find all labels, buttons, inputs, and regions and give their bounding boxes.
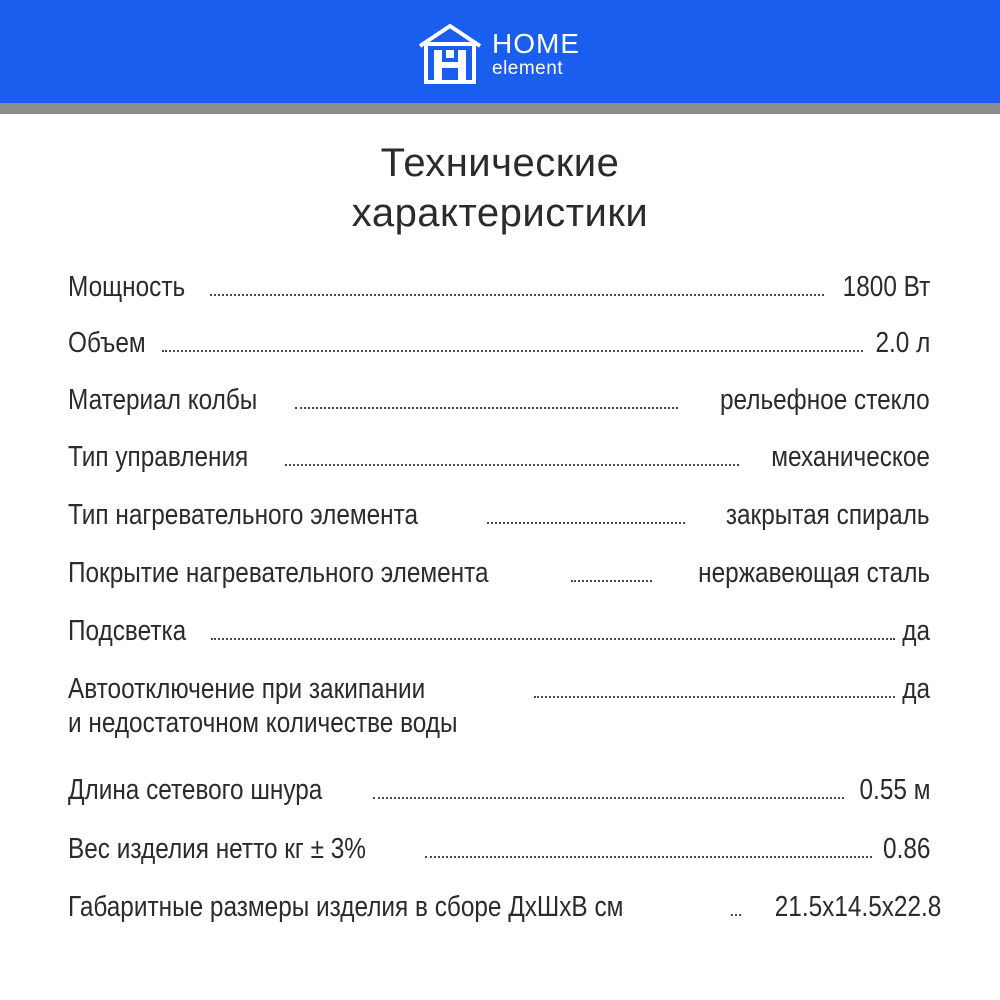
spec-value: да [902,615,930,647]
spec-value: нержавеющая сталь [698,557,930,589]
header-bar [0,0,1000,103]
spec-row-cord-length [68,773,930,807]
spec-label: Тип управления [68,441,249,473]
spec-label: Подсветка [68,615,187,647]
spec-row-dimensions [68,890,942,924]
spec-value: 2.0 л [875,327,930,359]
header-stripe [0,103,1000,114]
spec-value: да [902,673,930,705]
spec-value: закрытая спираль [726,499,930,531]
spec-value: 0.86 [882,833,930,865]
spec-value: механическое [771,441,930,473]
title-line2: характеристики [351,191,649,235]
dot-leader [487,522,686,524]
dot-leader [211,638,895,640]
brand-name [492,30,580,78]
spec-label: Вес изделия нетто кг ± 3% [68,833,366,865]
spec-label: Материал колбы [68,384,258,416]
spec-row-power [68,270,930,304]
dot-leader [210,294,824,296]
dot-leader [373,797,844,799]
brand-element: element [492,58,564,79]
dot-leader [285,464,739,466]
spec-row-element-coating [68,556,930,590]
dot-leader [534,696,895,698]
spec-value: рельефное стекло [720,384,930,416]
brand-logo [416,22,580,86]
dot-leader [571,580,652,582]
spec-row-net-weight [68,832,930,866]
spec-row-auto-shutoff [68,672,930,740]
spec-label: Длина сетевого шнура [68,774,323,806]
spec-row-control-type [68,440,930,474]
spec-label [68,672,458,740]
title-line1: Технические [380,141,620,185]
spec-label-line1: Автоотключение при закипании [68,673,426,705]
dot-leader [425,856,872,858]
spec-row-volume [68,326,930,360]
spec-row-flask-material [68,383,930,417]
page-title [0,138,1000,238]
spec-value: 1800 Вт [842,271,930,303]
spec-value: 21.5х14.5х22.8 [774,891,942,923]
dot-leader [731,914,741,916]
spec-row-heating-element [68,498,930,532]
spec-row-backlight [68,614,930,648]
house-icon [416,22,484,86]
brand-home: HOME [492,28,580,59]
spec-label: Тип нагревательного элемента [68,499,419,531]
spec-label: Объем [68,327,146,359]
spec-label: Габаритные размеры изделия в сборе ДхШхВ см [68,891,624,923]
spec-label-line2: и недостаточном количестве воды [68,707,458,739]
dot-leader [162,350,862,352]
spec-value: 0.55 м [859,774,930,806]
spec-label: Мощность [68,271,186,303]
spec-label: Покрытие нагревательного элемента [68,557,489,589]
dot-leader [295,407,678,409]
